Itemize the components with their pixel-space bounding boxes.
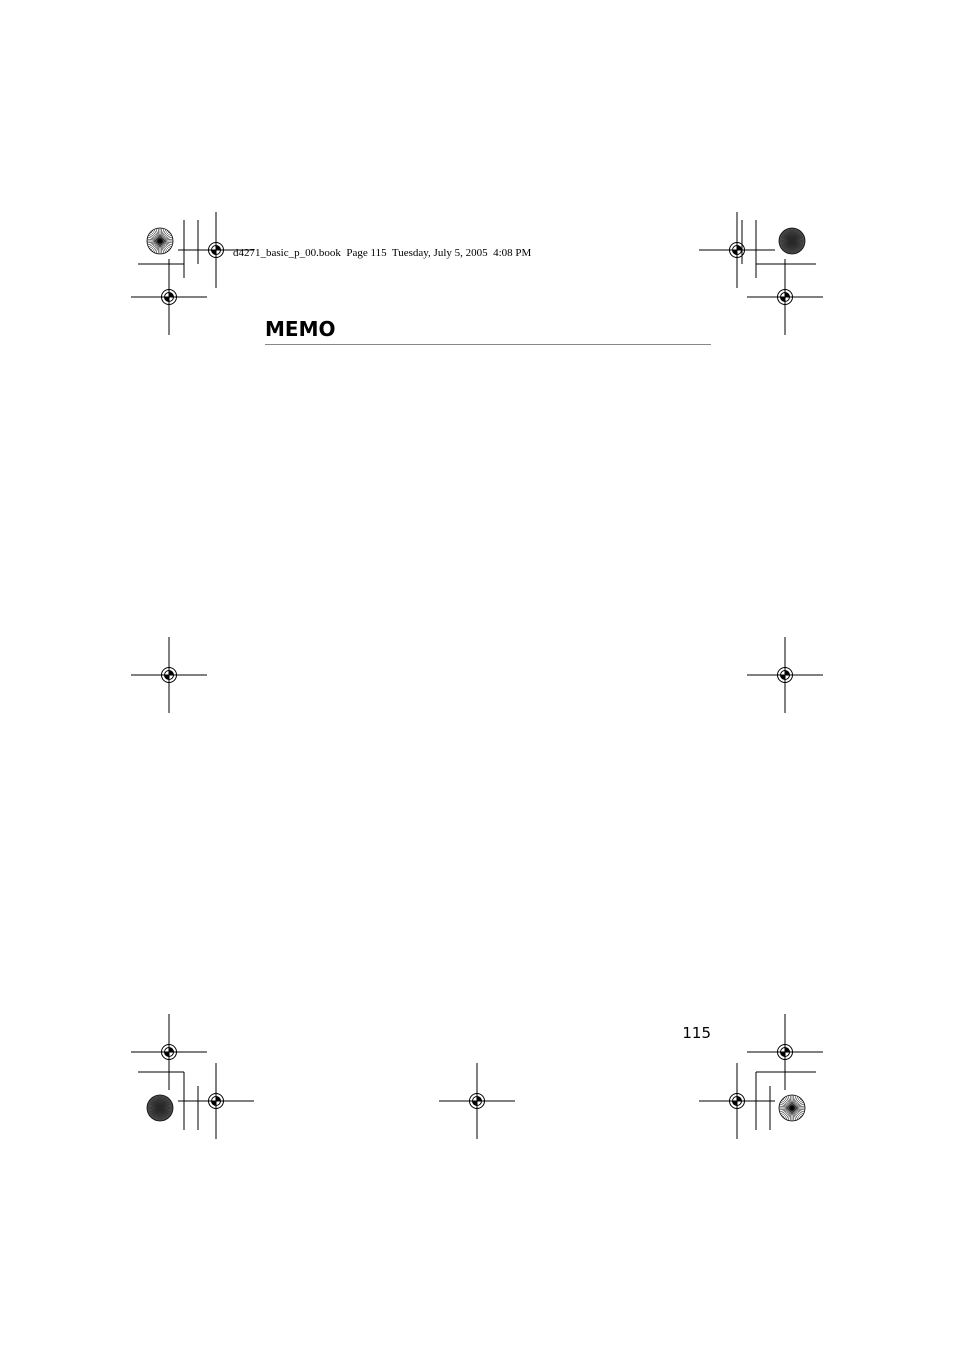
registration-mark-icon [131, 1014, 207, 1090]
slug-line: d4271_basic_p_00.book Page 115 Tuesday, July 5, 2005 4:08 PM [233, 247, 532, 259]
registration-mark-icon [131, 259, 207, 335]
registration-mark-icon [747, 637, 823, 713]
registration-mark-icon [747, 1014, 823, 1090]
registration-mark-icon [439, 1063, 515, 1139]
registration-mark-icon [178, 1063, 254, 1139]
registration-mark-icon [699, 212, 775, 288]
starburst-target-icon [779, 1095, 805, 1121]
title-rule [265, 344, 711, 345]
page-title: MEMO [265, 317, 336, 341]
starburst-target-icon [147, 228, 173, 254]
registration-mark-icon [747, 259, 823, 335]
registration-mark-icon [131, 637, 207, 713]
starburst-target-icon [147, 1095, 173, 1121]
page-number: 115 [682, 1024, 711, 1042]
starburst-target-icon [779, 228, 805, 254]
registration-mark-icon [699, 1063, 775, 1139]
